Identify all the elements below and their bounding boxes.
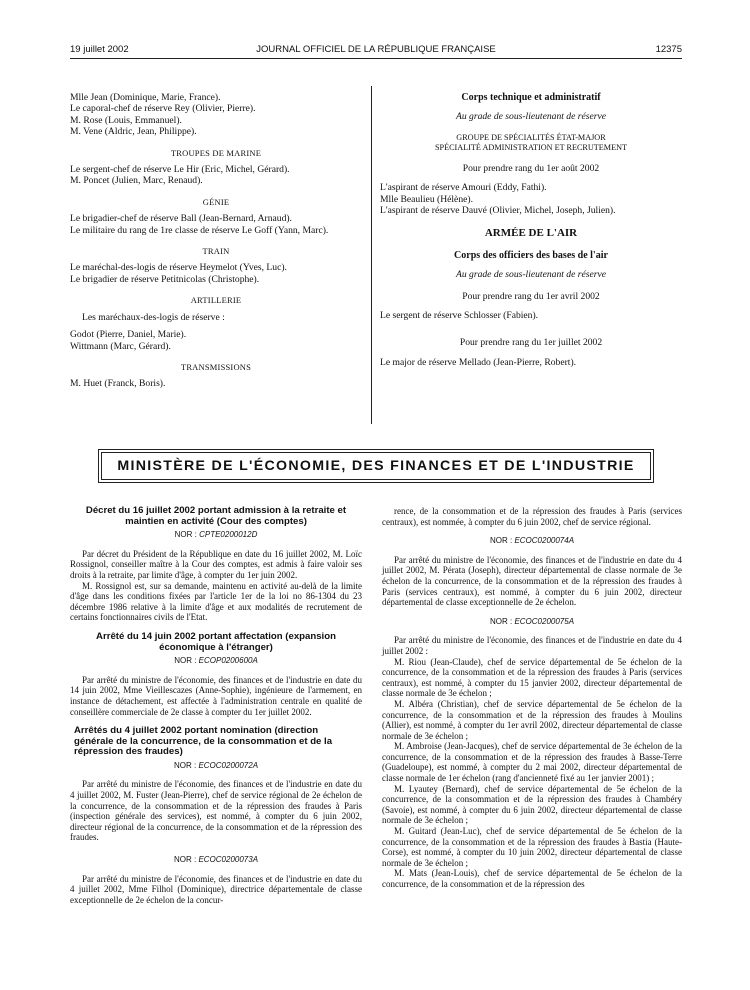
list-item: Le militaire du rang de 1re classe de réserve Le Goff (Yann, Marc). (70, 224, 329, 236)
armee-heading: ARMÉE DE L'AIR (484, 227, 578, 240)
header-rule (70, 58, 682, 59)
nor-code: ECOC0200075A (514, 616, 575, 626)
list-item: L'aspirant de réserve Dauvé (Olivier, Michel, Joseph, Julien). (380, 205, 616, 217)
header-page-number: 12375 (655, 44, 682, 55)
article-paragraph: Par arrêté du ministre de l'économie, des finances et de l'industrie en date du 4 juillet 2002, M. Fuster (Jean-Pierre), chef de service régional de 2e échelon de la concurrence, de la consommation et de la répression des fraudes à Paris (inspection générale des services), est nommé, à compter du 6 juin 2002, directeur régional de la concurrence, de la consommation et de la répression des fraudes. (70, 779, 362, 843)
nor-label: NOR : (174, 656, 197, 666)
nor-reference (70, 855, 362, 866)
nor-label: NOR : (489, 616, 513, 626)
list-item: L'aspirant de réserve Amouri (Eddy, Fathi). (380, 182, 547, 194)
article-paragraph: Par arrêté du ministre de l'économie, des finances et de l'industrie en date du 14 juin 2002, Mme Vieillescazes (Anne-Sophie), ingénieure de l'armement, en instance de détachement, est affectée à l'administration centrale en qualité de conseillère commerciale de 2e classe à compter du 1er juillet 2002. (70, 674, 362, 717)
rang-heading: Pour prendre rang du 1er juillet 2002 (459, 337, 603, 349)
section-heading: TRAIN (202, 246, 230, 257)
rang-heading: Pour prendre rang du 1er août 2002 (462, 162, 600, 174)
nor-code: CPTE0200012D (199, 530, 258, 540)
list-item: M. Rose (Louis, Emmanuel). (70, 114, 182, 126)
list-item: M. Mats (Jean-Louis), chef de service départemental de 5e échelon de la concurrence, de la consommation et de la répression des (382, 868, 682, 889)
section-heading: TROUPES DE MARINE (170, 147, 262, 158)
article-title: Arrêtés du 4 juillet 2002 portant nomination (direction générale de la concurrence, de la consommation et de la répression des fraudes) (74, 725, 333, 758)
article-paragraph: Par décret du Président de la République en date du 16 juillet 2002, M. Loïc Rossignol, conseiller maître à la Cour des comptes, est admis à faire valoir ses droits à la retraite, par limite d'âge, à compter du 1er juin 2002. (70, 548, 362, 580)
nor-reference (70, 530, 362, 541)
nor-code: ECOC0200074A (514, 536, 575, 546)
page-header (70, 44, 682, 58)
list-item: M. Poncet (Julien, Marc, Renaud). (70, 175, 203, 187)
nor-label: NOR : (489, 536, 513, 546)
section-intro: Les maréchaux-des-logis de réserve : (82, 311, 225, 323)
top-left-column (70, 92, 362, 390)
article-paragraph: rence, de la consommation et de la répression des fraudes à Paris (services centraux), est nommée, à compter du 6 juin 2002, chef de service régional. (382, 506, 682, 527)
article-paragraph: Par arrêté du ministre de l'économie, des finances et de l'industrie en date du 4 juillet 2002, Mme Filhol (Dominique), directrice départementale de classe exceptionnelle de 2e échelon de la concur- (70, 873, 362, 905)
section-heading: ARTILLERIE (190, 295, 242, 306)
list-item: M. Ambroise (Jean-Jacques), chef de service départemental de 3e échelon de la concurrence, de la consommation et de la répression des fraudes à Basse-Terre (Guadeloupe), est nommé, à compter du 2 mai 2002, directeur départemental de classe normale de 1er échelon (rang d'ancienneté fixé au 1er janvier 2001) ; (382, 741, 682, 784)
list-item: M. Huet (Franck, Boris). (70, 378, 166, 390)
nor-label: NOR : (173, 760, 197, 770)
list-item: Godot (Pierre, Daniel, Marie). (70, 329, 187, 341)
article-title: Arrêté du 14 juin 2002 portant affectation (expansion économique à l'étranger) (96, 630, 336, 653)
top-right-column (380, 92, 682, 368)
ministry-heading: MINISTÈRE DE L'ÉCONOMIE, DES FINANCES ET DE L'INDUSTRIE (101, 452, 651, 480)
rang-heading: Pour prendre rang du 1er avril 2002 (462, 290, 600, 302)
list-item: Le caporal-chef de réserve Rey (Olivier, Pierre). (70, 103, 256, 115)
list-item: M. Albéra (Christian), chef de service départemental de 5e échelon de la concurrence, de la consommation et de la répression des fraudes à Moulins (Allier), est nommé, à compter du 1er avril 2002, directeur départemental de classe normale de 3e échelon ; (382, 698, 682, 741)
nor-label: NOR : (173, 855, 197, 865)
section-heading: GÉNIE (202, 196, 230, 207)
corps-heading: Corps technique et administratif (461, 92, 601, 103)
list-item: Le sergent-chef de réserve Le Hir (Eric, Michel, Gérard). (70, 164, 290, 176)
nor-code: ECOP0200600A (198, 656, 258, 666)
list-item: Le sergent de réserve Schlosser (Fabien). (380, 310, 539, 322)
list-item: M. Guitard (Jean-Luc), chef de service départemental de 5e échelon de la concurrence, de la consommation et de la répression des fraudes à Bastia (Haute-Corse), est nommé, à compter du 10 juin 2002, directeur départemental de classe normale de 3e échelon ; (382, 826, 682, 868)
list-item: M. Riou (Jean-Claude), chef de service départemental de 5e échelon de la concurrence, de la consommation et de la répression des fraudes à Paris (services centraux), est nommé, à compter du 15 janvier 2002, directeur départemental de classe normale de 3e échelon ; (382, 656, 682, 699)
bottom-right-column (382, 506, 682, 890)
list-item: Le brigadier de réserve Petitnicolas (Christophe). (70, 273, 260, 285)
corps-heading: Corps des officiers des bases de l'air (454, 249, 608, 261)
header-journal-title: JOURNAL OFFICIEL DE LA RÉPUBLIQUE FRANÇAISE (256, 44, 496, 55)
nor-label: NOR : (174, 530, 197, 540)
list-item: Wittmann (Marc, Gérard). (70, 340, 171, 352)
header-date: 19 juillet 2002 (70, 44, 129, 55)
section-heading: TRANSMISSIONS (180, 361, 252, 372)
list-item: Le brigadier-chef de réserve Ball (Jean-Bernard, Arnaud). (70, 213, 292, 225)
list-item: Le maréchal-des-logis de réserve Heymelot (Yves, Luc). (70, 262, 287, 274)
article-paragraph: Par arrêté du ministre de l'économie, des finances et de l'industrie en date du 4 juillet 2002, M. Pérata (Joseph), directeur départemental de classe normale de 3e échelon de la concurrence, de la consommation et de la répression des fraudes à Paris (services centraux), est nommé, à compter du 6 juin 2002, directeur départemental de classe exceptionnelle de 2e échelon. (382, 554, 682, 608)
list-item: M. Lyautey (Bernard), chef de service départemental de 5e échelon de la concurrence, de la consommation et de la répression des fraudes à Chambéry (Savoie), est nommé, à compter du 6 juin 2002, directeur départemental de classe normale de 3e échelon ; (382, 783, 682, 826)
groupe-heading: GROUPE DE SPÉCIALITÉS ÉTAT-MAJOR (456, 132, 606, 142)
article-paragraph: M. Rossignol est, sur sa demande, maintenu en activité au-delà de la limite d'âge dans les conditions fixées par l'article 1er de la loi no 86-1304 du 23 décembre 1986 relative à la limite d'âge et aux modalités de recrutement de certains fonctionnaires civils de l'Etat. (70, 580, 362, 623)
nor-reference (70, 761, 362, 772)
nor-reference (382, 536, 682, 547)
column-divider (371, 86, 372, 424)
grade-heading: Au grade de sous-lieutenant de réserve (456, 111, 606, 123)
article-title: Décret du 16 juillet 2002 portant admission à la retraite et maintien en activité (Cour des comptes) (85, 505, 347, 527)
nor-reference (70, 656, 362, 667)
nor-code: ECOC0200072A (198, 760, 259, 770)
bottom-left-column (70, 506, 362, 905)
specialite-heading: SPÉCIALITÉ ADMINISTRATION ET RECRUTEMENT (434, 142, 628, 152)
grade-heading: Au grade de sous-lieutenant de réserve (456, 269, 606, 281)
list-item: Mlle Jean (Dominique, Marie, France). (70, 92, 221, 103)
list-item: Mlle Beaulieu (Hélène). (380, 193, 473, 205)
article-paragraph: Par arrêté du ministre de l'économie, des finances et de l'industrie en date du 4 juillet 2002 : (382, 635, 682, 656)
list-item: Le major de réserve Mellado (Jean-Pierre, Robert). (380, 356, 577, 368)
nor-reference (382, 617, 682, 628)
nor-code: ECOC0200073A (198, 855, 259, 865)
list-item: M. Vene (Aldric, Jean, Philippe). (70, 126, 197, 138)
